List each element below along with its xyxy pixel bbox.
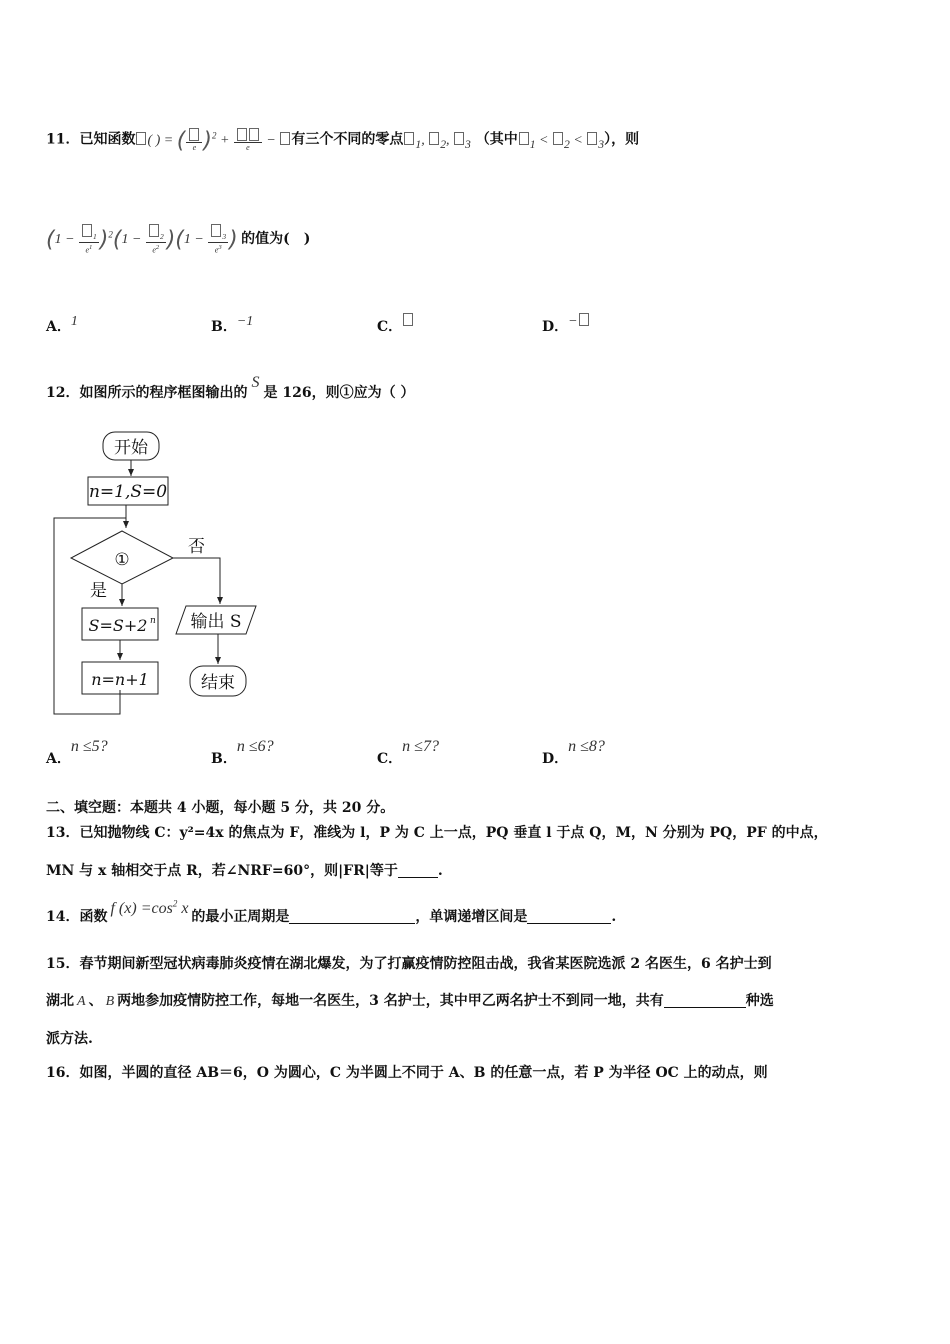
- q11-option-d: D．−: [542, 316, 590, 336]
- q12-option-d: D．n ≤8?: [542, 738, 605, 767]
- q12-var-s: S: [251, 374, 260, 391]
- q11-option-a: A．1: [46, 314, 78, 335]
- q12-option-c: C．n ≤7?: [377, 738, 439, 767]
- section2-heading: 二、填空题：本题共 4 小题，每小题 5 分，共 20 分。: [46, 800, 395, 816]
- q11-line2: [46, 224, 310, 255]
- q11-option-c: C．: [377, 316, 414, 336]
- flow-cond-label: ①: [114, 550, 130, 570]
- q14-period-blank[interactable]: [289, 909, 415, 924]
- q15-answer-blank[interactable]: [664, 993, 746, 1008]
- q13-line1: 13．已知抛物线 C：y²=4x 的焦点为 F，准线为 l，P 为 C 上一点，PQ 垂直 l 于点 Q，M，N 分别为 PQ，PF 的中点，: [46, 825, 828, 841]
- flow-init-label: n=1,S=0: [88, 482, 168, 502]
- q16-line1: 16．如图，半圆的直径 AB＝6，O 为圆心，C 为半圆上不同于 A、B 的任意一点，若 P 为半径 OC 上的动点，则: [46, 1065, 768, 1081]
- q11-function: ( ) = ( e )$^2$ + e −: [135, 133, 291, 148]
- q12-number: 12．: [46, 385, 80, 401]
- flow-incr-label: n=n+1: [91, 670, 149, 689]
- q13-answer-blank[interactable]: [398, 863, 438, 878]
- q13-line2: MN 与 x 轴相交于点 R，若∠NRF=60°，则|FR|等于 .: [46, 863, 443, 879]
- q12-text-after: 是 126，则①应为（ ）: [263, 385, 415, 401]
- q12-option-a: A．n ≤5?: [46, 738, 108, 767]
- flow-end-label: 结束: [201, 673, 235, 693]
- flow-body-exp: n: [150, 616, 156, 626]
- q11-cond-close: ），则: [604, 131, 640, 148]
- q11-zeros: $_1$, $_2$, $_3$: [403, 133, 470, 148]
- flow-start-label: 开始: [114, 438, 148, 458]
- q14-interval-blank[interactable]: [527, 909, 611, 924]
- q11-expression: (1 − $\frac{_1}{e^1}$ )$^2$(1 − $\frac{_2}{e^2}$ )(1 − $\frac{_3}{e^3}$ ): [46, 232, 241, 247]
- q14-line: 14．函数 f $(x) =\cos^2$ x 的最小正周期是 ，单调递增区间是 .: [46, 898, 617, 925]
- q12-text-before: 如图所示的程序框图输出的: [79, 385, 248, 401]
- q12-flowchart: [46, 428, 286, 720]
- q11-order: $_1$ < $_2$ < $_3$: [518, 133, 604, 148]
- q11-number: 11．: [46, 131, 80, 148]
- q14-function: f $(x) =\cos^2$ x: [110, 898, 189, 917]
- flow-no-label: 否: [188, 537, 205, 557]
- q11-tail: 的值为( ): [241, 230, 311, 247]
- q15-line1: 15．春节期间新型冠状病毒肺炎疫情在湖北爆发，为了打赢疫情防控阻击战，我省某医院选派 2 名医生，6 名护士到: [46, 956, 772, 972]
- q11-lead: 已知函数: [79, 131, 136, 148]
- q11-line1: [46, 128, 639, 153]
- flow-yes-label: 是: [90, 581, 107, 601]
- q11-middle: 有三个不同的零点: [291, 131, 404, 148]
- q11-option-b: B．−1: [211, 314, 254, 335]
- q11-cond-open: （其中: [475, 131, 518, 148]
- q15-line2: 湖北 A 、 B 两地参加疫情防控工作，每地一名医生，3 名护士，其中甲乙两名护士不到同一地，共有 种选: [46, 993, 774, 1009]
- flow-body-label: S=S+2: [88, 616, 148, 635]
- q12-stem: [46, 374, 415, 402]
- flow-output-label: 输出 S: [190, 612, 242, 632]
- q12-option-b: B．n ≤6?: [211, 738, 274, 767]
- q15-line3: 派方法.: [46, 1031, 93, 1047]
